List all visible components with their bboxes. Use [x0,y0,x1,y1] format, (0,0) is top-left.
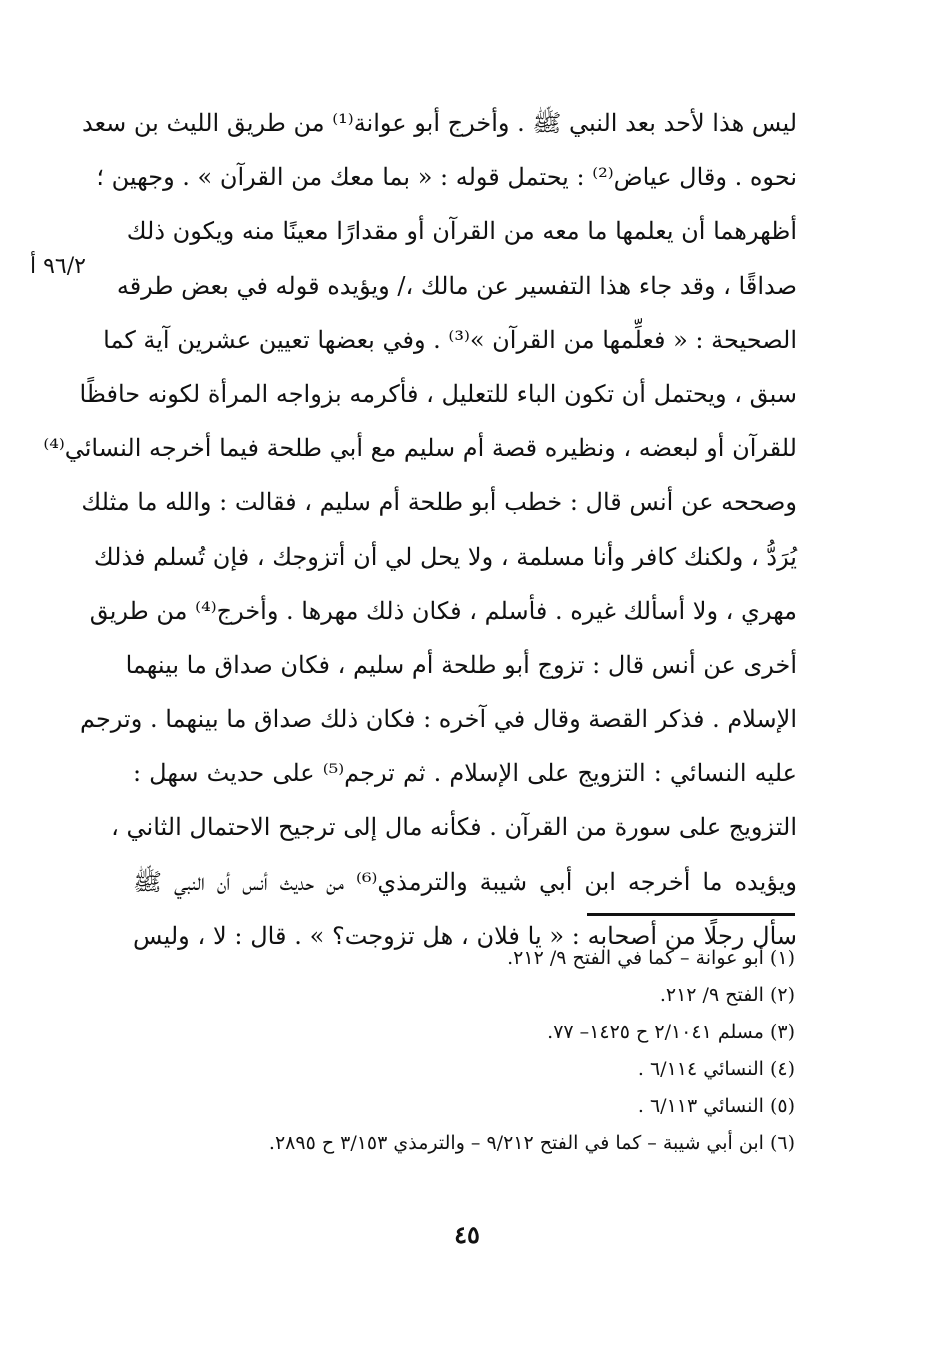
text-line: نحوه . وقال عياض⁽²⁾ : يحتمل قوله : « بما معك من القرآن » . وجهين ؛ [96,163,797,192]
text-line: صداقًا ، وقد جاء هذا التفسير عن مالك ،/ ويؤيده قوله في بعض طرقه [116,271,797,300]
text-line: عليه النسائي : التزويج على الإسلام . ثم ترجم⁽⁵⁾ على حديث سهل : [133,759,798,788]
text-line: يُرَدُّ ، ولكنك كافر وأنا مسلمة ، ولا يحل لي أن أتزوجك ، فإن تُسلم فذلك [93,542,797,571]
footnote: (٣) مسلم ٢/١٠٤١ ح ١٤٢٥– ٧٧. [547,1021,795,1043]
footnotes [180,940,795,1162]
text-line: الإسلام . فذكر القصة وقال في آخره : فكان ذلك صداق ما بينهما . وترجم [80,705,797,734]
text-line: سأل رجلًا من أصحابه : « يا فلان ، هل تزوجت؟ » . قال : لا ، وليس [133,921,797,950]
footnote: (٢) الفتح ٩/ ٢١٢. [659,984,795,1006]
text-line: مهري ، ولا أسألك غيره . فأسلم ، فكان ذلك مهرها . وأخرج⁽⁴⁾ من طريق [89,596,797,625]
text-line: أظهرهما أن يعلمها ما معه من القرآن أو مقدارًا معينًا منه ويكون ذلك [126,217,797,246]
text-line: التزويج على سورة من القرآن . فكأنه مال إلى ترجيح الاحتمال الثاني ، [111,813,797,842]
manuscript-folio-note: ٩٦/٢ أ [30,254,86,279]
footnote-separator [587,913,795,916]
footnote: (١) أبو عوانة – كما في الفتح ٩/ ٢١٢. [507,947,795,969]
text-line: ليس هذا لأحد بعد النبي ﷺ . وأخرج أبو عوانة⁽¹⁾ من طريق الليث بن سعد [82,109,797,137]
footnote: (٤) النسائي ٦/١١٤ . [637,1058,795,1080]
footnote: (٦) ابن أبي شيبة – كما في الفتح ٩/٢١٢ – والترمذي ٣/١٥٣ ح ٢٨٩٥. [268,1132,795,1154]
text-line: الصحيحة : « فعلِّمها من القرآن »⁽³⁾ . وفي بعضها تعيين عشرين آية كما [103,325,797,354]
text-line: وصححه عن أنس قال : خطب أبو طلحة أم سليم ، فقالت : والله ما مثلك [81,488,797,517]
footnote: (٥) النسائي ٦/١١٣ . [637,1095,795,1117]
text-line: للقرآن أو لبعضه ، ونظيره قصة أم سليم مع أبي طلحة فيما أخرجه النسائي⁽⁴⁾ [43,434,797,463]
text-line: ويؤيده ما أخرجه ابن أبي شيبة والترمذي⁽⁶⁾ من حديث أنس أن النبي ﷺ [133,867,797,896]
page-number: ٤٥ [454,1220,480,1249]
text-line: أخرى عن أنس قال : تزوج أبو طلحة أم سليم ، فكان صداق ما بينهما [125,650,797,679]
text-line: سبق ، ويحتمل أن تكون الباء للتعليل ، فأكرمه بزواجه المرأة لكونه حافظًا [79,379,797,408]
